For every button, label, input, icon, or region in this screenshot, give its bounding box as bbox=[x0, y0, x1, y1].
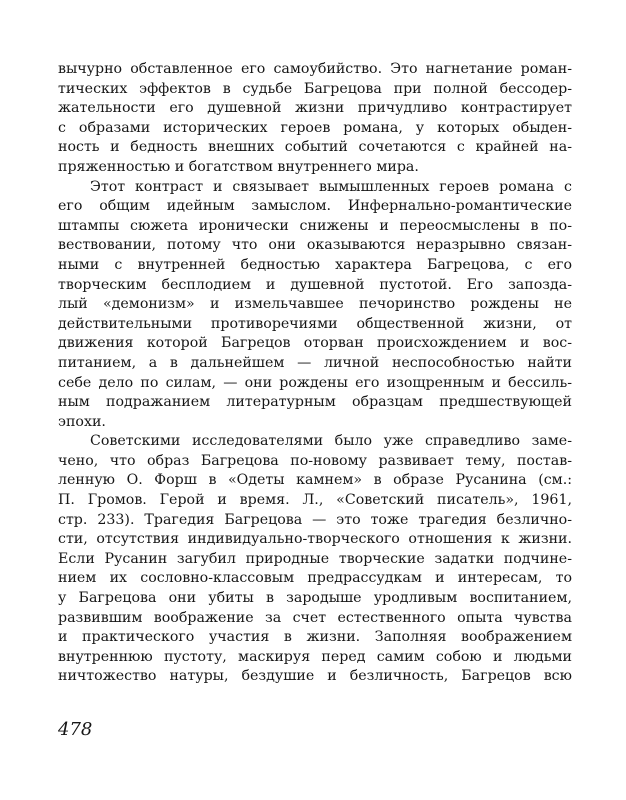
paragraph-1 bbox=[58, 60, 572, 178]
text-line: его общим идейным замыслом. Инфернально-романтические bbox=[58, 198, 572, 215]
text-line: действительными противоречиями общественной жизни, от bbox=[58, 315, 572, 332]
text-line: пряженностью и богатством внутреннего мира. bbox=[58, 158, 419, 175]
text-line: ность и бедность внешних событий сочетаются с крайней на- bbox=[58, 139, 572, 156]
text-line: П. Громов. Герой и время. Л., «Советский писатель», 1961, bbox=[58, 492, 572, 509]
text-line: движения которой Багрецов оторван происхождением и вос- bbox=[58, 335, 572, 352]
text-line: Если Русанин загубил природные творческие задатки подчине- bbox=[58, 550, 572, 567]
text-line: жательности его душевной жизни причудливо контрастирует bbox=[58, 100, 572, 117]
body-text bbox=[58, 60, 572, 687]
text-line: штампы сюжета иронически снижены и переосмыслены в по- bbox=[58, 217, 572, 234]
paragraph-3 bbox=[58, 432, 572, 687]
text-line: лый «демонизм» и измельчавшее печоринство рождены не bbox=[58, 296, 572, 313]
text-line: себе дело по силам, — они рождены его изощренным и бессиль- bbox=[58, 374, 572, 391]
text-line: чено, что образ Багрецова по-новому развивает тему, постав- bbox=[58, 452, 572, 469]
text-line: ленную О. Форш в «Одеты камнем» в образе Русанина (см.: bbox=[58, 472, 572, 489]
text-line: питанием, а в дальнейшем — личной неспособностью найти bbox=[58, 354, 572, 371]
text-line: с образами исторических героев романа, у которых обыден- bbox=[58, 119, 572, 136]
text-line: ным подражанием литературным образцам предшествующей bbox=[58, 394, 572, 411]
text-line: эпохи. bbox=[58, 413, 106, 430]
text-line: ными с внутренней бедностью характера Багрецова, с его bbox=[58, 256, 572, 273]
text-line: творческим бесплодием и душевной пустотой. Его запозда- bbox=[58, 276, 572, 293]
text-line: тических эффектов в судьбе Багрецова при полной бессодер- bbox=[58, 80, 572, 97]
text-line: сти, отсутствия индивидуально-творческого отношения к жизни. bbox=[58, 531, 572, 548]
text-line: Этот контраст и связывает вымышленных героев романа с bbox=[90, 178, 572, 195]
text-line: вычурно обставленное его самоубийство. Это нагнетание роман- bbox=[58, 61, 572, 77]
paragraph-2 bbox=[58, 178, 572, 433]
text-line: стр. 233). Трагедия Багрецова — это тоже трагедия безлично- bbox=[58, 511, 572, 528]
text-line: развившим воображение за счет естественного опыта чувства bbox=[58, 609, 572, 626]
text-line: у Багрецова они убиты в зародыше уродливым воспитанием, bbox=[58, 590, 572, 607]
page-number: 478 bbox=[58, 719, 93, 740]
text-line: нием их сословно-классовым предрассудкам и интересам, то bbox=[58, 570, 572, 587]
text-line: ничтожество натуры, бездушие и безличность, Багрецов всю bbox=[58, 668, 572, 685]
text-line: и практического участия в жизни. Заполняя воображением bbox=[58, 629, 572, 646]
text-line: вествовании, потому что они оказываются неразрывно связан- bbox=[58, 237, 572, 254]
text-line: внутреннюю пустоту, маскируя перед самим собою и людьми bbox=[58, 648, 572, 665]
text-line: Советскими исследователями было уже справедливо заме- bbox=[90, 433, 572, 450]
